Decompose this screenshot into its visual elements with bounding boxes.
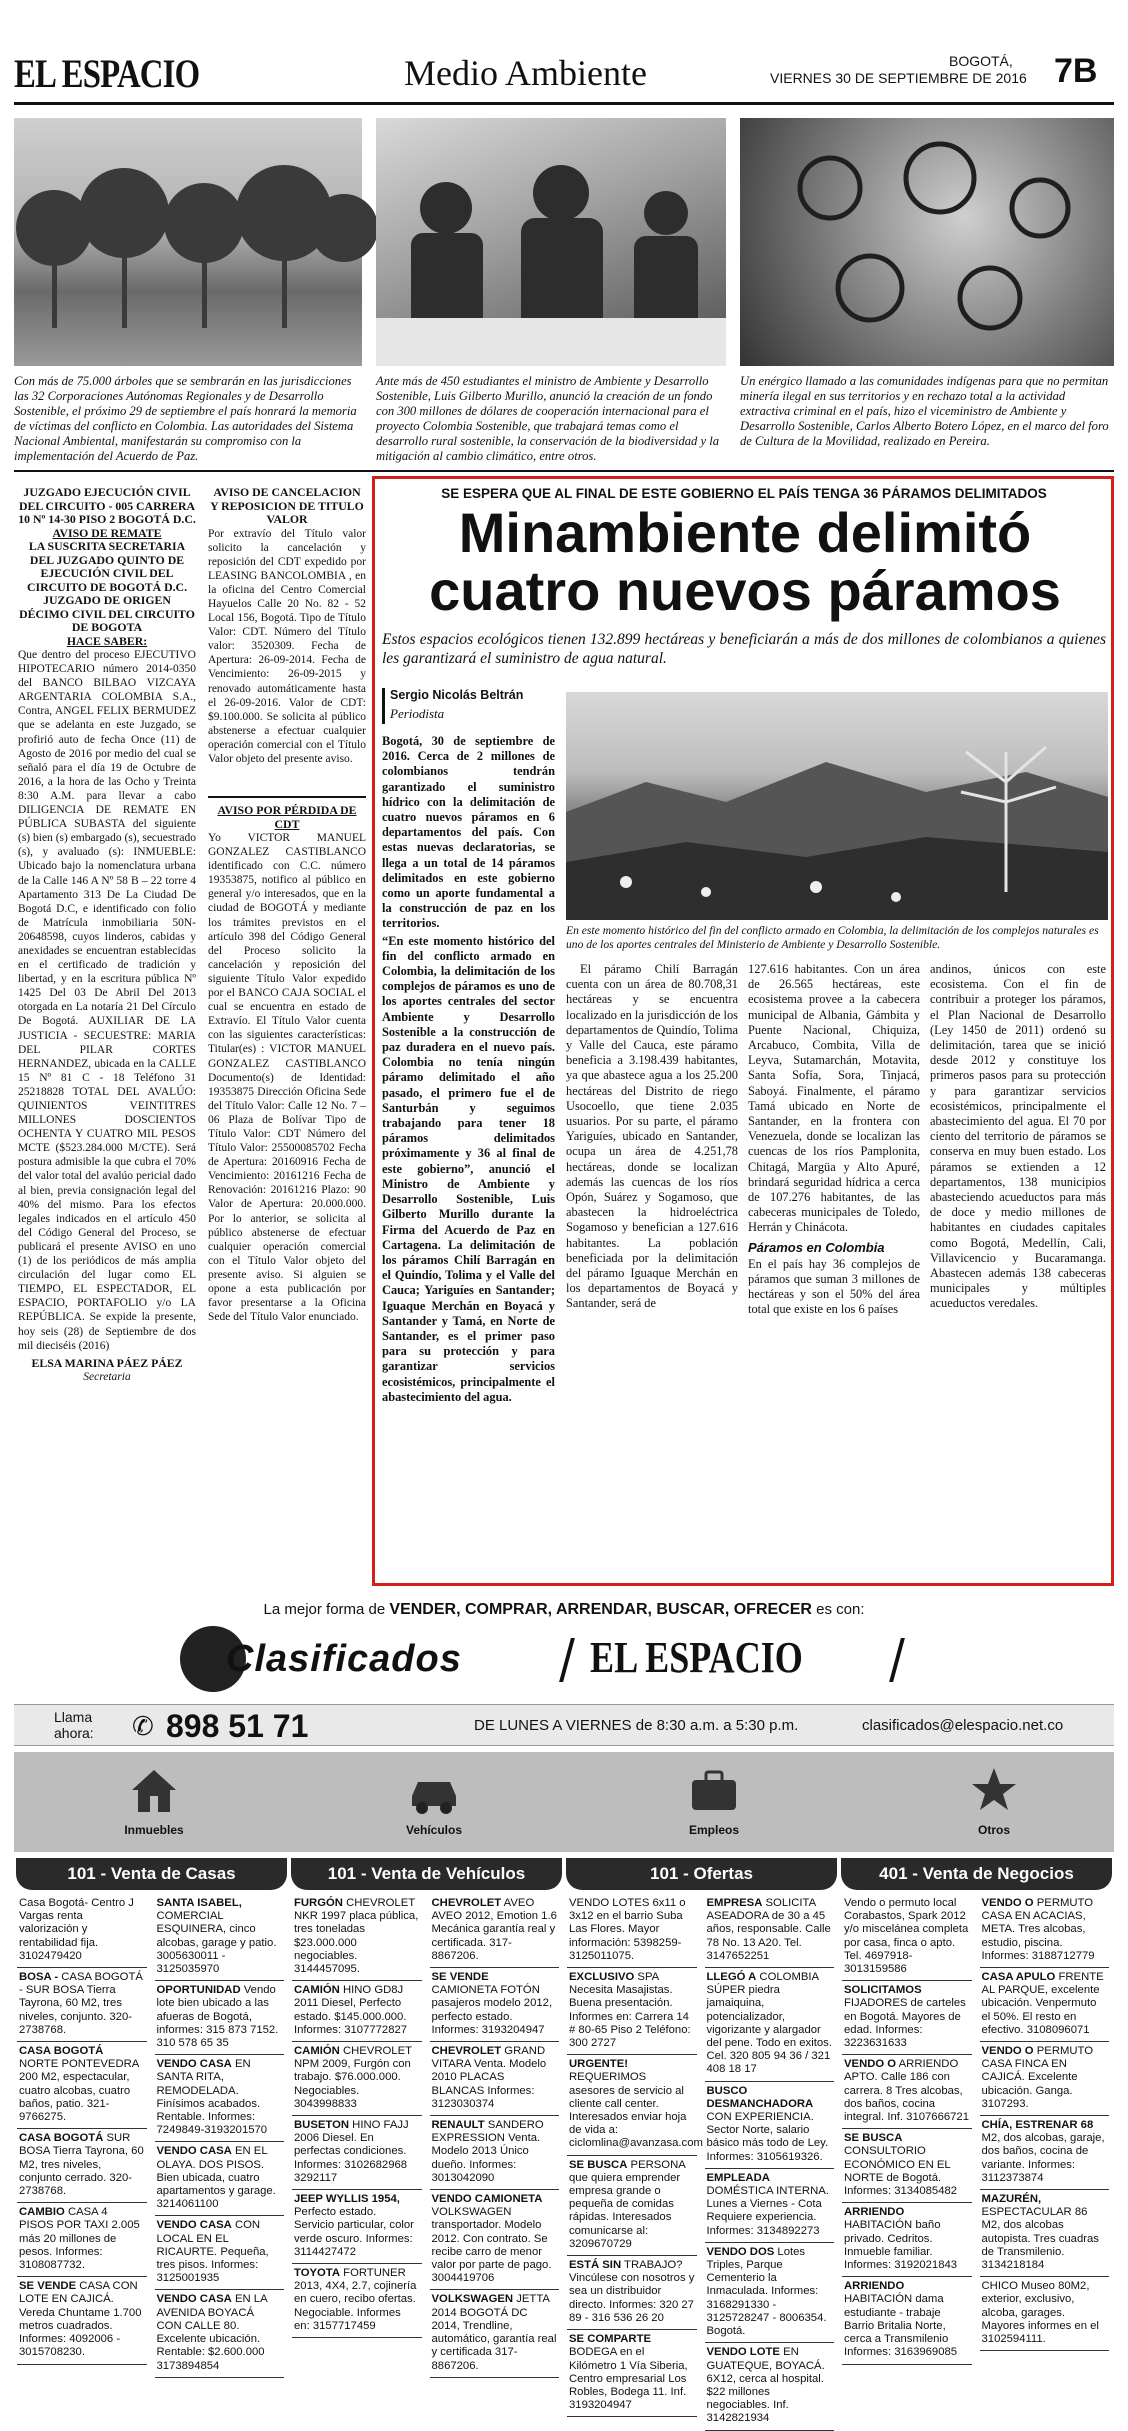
category-otros-label: Otros [977, 1823, 1010, 1837]
tagline-prefix: La mejor forma de [263, 1601, 386, 1618]
article-author-role: Periodista [390, 706, 445, 721]
call-label: Llama ahora: [54, 1709, 94, 1741]
classified-ad: RENAULT SANDERO EXPRESSION Venta. Modelo 2013 Único dueño. Informes: 3013042090 [430, 2116, 560, 2190]
classified-ad: CHEVROLET AVEO AVEO 2012, Emotion 1.6 Mecánica garantía real y certificada. 317-8867206. [430, 1894, 560, 1968]
car-icon [406, 1762, 462, 1818]
article-lead-text: Bogotá, 30 de septiembre de 2016. Cerca de 2 millones de colombianos tendrán garantizado el suministro hídrico con la delimitación de cuatro nuevos páramos en 6 departamentos del país. Con estas nuevas declaratorias, se llega a un total de 14 páramos delimitados en este gobierno como un aporte fundamental a la construcción de paz en los territorios. [382, 734, 555, 931]
classified-column [430, 1894, 560, 2372]
classified-ad: BUSETON HINO FAJJ 2006 Diesel. En perfectas condiciones. Informes: 3102682968 3292117 [292, 2116, 422, 2190]
classified-ad: VENDO O PERMUTO CASA FINCA EN CAJICÁ. Excelente ubicación. Ganga. 3107293. [980, 2042, 1110, 2116]
classified-ad: Vendo o permuto local Corabastos, Spark 2012 y/o miscelánea completa por casa, finca o apto. Tel. 4697918- 3013159586 [842, 1894, 972, 1981]
remate-sub3: HACE SABER: [66, 633, 148, 648]
category-band [14, 1752, 1114, 1852]
divider-top [14, 470, 1114, 472]
classified-ad: CAMBIO CASA 4 PISOS POR TAXI 2.005 más 20 millones de pesos. Informes: 3108087732. [17, 2203, 147, 2277]
article-col4-text: andinos, únicos con este ecosistema. Con el fin de contribuir a proteger los páramos, el Plan Nacional de Desarrollo (Ley 1450 de 2011) ordenó su delimitación, tarea que se inició desde 2012 y constituye los primeros pasos para su protección y para garantizar servicios ecosistémicos, principalmente el abastecimiento del agua. El 70 por ciento del territorio de páramos se conserva en muy buen estado. Los páramos se extienden a 12 departamentos, 138 municipios abasteciendo acueductos para más de doce y medio millones de habitantes en ciudades capitales como Bogotá, Medellín, Cali, Villavicencio y Bucaramanga. Abastecen además 138 cabeceras municipales y múltiples acueductos veredales. [930, 962, 1106, 1311]
classified-ad: FURGÓN CHEVROLET NKR 1997 placa pública, tres toneladas $23.000.000 negociables. 3144457095. [292, 1894, 422, 1981]
classified-ad: VENDO O PERMUTO CASA EN ACACIAS, META. Tres alcobas, estudio, piscina. Informes: 3188712779 [980, 1894, 1110, 1968]
tagline-verbs: VENDER, COMPRAR, ARRENDAR, BUSCAR, OFRECER [389, 1601, 812, 1618]
classified-ad: SE VENDE CASA CON LOTE EN CAJICÁ. Vereda Chuntame 1.700 metros cuadrados. Informes: 4092006 - 3015708230. [17, 2277, 147, 2364]
crafts-illustration [740, 118, 1114, 366]
classified-ad: CASA APULO FRENTE AL PARQUE, excelente ubicación. Venpermuto el 50%. El resto en efectivo. 3108096071 [980, 1968, 1110, 2042]
remate-sub1: AVISO DE REMATE [52, 525, 162, 540]
perdida-heading: AVISO POR PÉRDIDA DE CDT [217, 803, 357, 831]
house-icon [126, 1762, 182, 1818]
category-inmuebles [109, 1762, 199, 1837]
caption-minister: Ante más de 450 estudiantes el ministro de Ambiente y Desarrollo Sostenible, Luis Gilberto Murillo, anunció la creación de un fondo con 300 millones de dólares de cooperación internacional para el proyecto Colombia Sostenible, que trabajará temas como el desarrollo rural sostenible, la conservación de la biodiversidad y la mitigación al cambio climático, entre otros. [376, 374, 720, 463]
classified-ad: TOYOTA FORTUNER 2013, 4X4, 2.7, cojinería en cuero, recibo ofertas. Negociable. Informes en: 3157717459 [292, 2264, 422, 2338]
article-col1-rest: “En este momento histórico del fin del conflicto armado en Colombia, la delimitación de los complejos de páramos es uno de los aportes centrales del sector Ambiente y Desarrollo Sostenible a la construcción de paz duradera en el nuevo país. Colombia no tenía ningún páramo delimitado el año pasado, el primero fue el de Santurbán y seguimos trabajando para tener 18 páramos delimitados próximamente y 36 al final de este gobierno”, anunció el Ministro de Ambiente y Desarrollo Sostenible, Luis Gilberto Murillo durante la Firma del Acuerdo de Paz en Cartagena. La delimitación de los páramos Chilí Barragán en el Quindío, Tolima y el Valle del Cauca; Yariguíes en Santander; Iguaque Merchán en Boyacá y Santander y Tamá, en Norte de Santander, es el primer paso para su protección y para garantizar servicios ecosistémicos, principalmente el abastecimiento del agua. [382, 933, 555, 1404]
classifieds-title: Clasificados [226, 1638, 462, 1680]
legal-notice-remate [18, 486, 196, 1586]
section-title: Medio Ambiente [404, 53, 647, 93]
remate-heading: JUZGADO EJECUCIÓN CIVIL DEL CIRCUITO - 005 CARRERA 10 Nº 14-30 PISO 2 BOGOTÁ D.C. [18, 485, 196, 526]
classified-ad: CASA BOGOTÁ SUR BOSA Tierra Tayrona, 60 M2, tres niveles, conjunto cerrado. 320-2738768. [17, 2129, 147, 2203]
classified-ad: VENDO O ARRIENDO APTO. Calle 186 con carrera. 8 Tres alcobas, dos baños, cocina integral. Inf. 3107666721 [842, 2055, 972, 2129]
classified-ad: VENDO CASA EN LA AVENIDA BOYACÁ CON CALLE 80. Excelente ubicación. Rentable: $2.600.000 3173894854 [155, 2290, 285, 2377]
classified-ad: ESTÁ SIN TRABAJO? Vincúlese con nosotros y sea un distribuidor directo. Informes: 320 27 89 - 316 536 26 20 [567, 2256, 697, 2330]
classifieds-slash-1 [559, 1638, 575, 1682]
page-number: 7B [1054, 52, 1098, 90]
classifieds-banner [180, 1626, 950, 1696]
article-col2-text: El páramo Chilí Barragán cuenta con un área de 80.708,31 hectáreas y se encuentra localizado en la jurisdicción de los departamentos de Quindío, Tolima y Valle del Cauca, este páramo beneficia a 3.198.439 habitantes, ya que abastece agua a los 25.200 hectáreas del Distrito de riego Usocoello, que tiene 2.035 usuarios. Por su parte, el páramo Yariguíes, ubicado en Santander, ocupa un área de 4.251,78 hectáreas, donde se localizan además las cuencas de los ríos Opón, Suárez y Sogamoso, que abastecen la hidroeléctrica Sogamoso y benefician a 127.616 habitantes. La población beneficiada por la delimitación del páramo Iguaque Merchán en los departamentos de Boyacá y Santander, será de [566, 962, 738, 1311]
classified-ad: EMPLEADA DOMÉSTICA INTERNA. Lunes a Viernes - Cota Requiere experiencia. Informes: 3134892273 [705, 2169, 835, 2243]
phone-icon: ✆ [132, 1711, 154, 1741]
classified-column [155, 1894, 285, 2372]
classified-ad: Casa Bogotá- Centro J Vargas renta valorización y rentabilidad fija. 3102479420 [17, 1894, 147, 1968]
classifieds-hours: DE LUNES A VIERNES de 8:30 a.m. a 5:30 p.m. [474, 1717, 799, 1734]
classified-ad: URGENTE! REQUERIMOS asesores de servicio al cliente call center. Interesados enviar hoja de vida a: ciclomlina@avanzasa.com [567, 2055, 697, 2155]
article-col3-b: En el país hay 36 complejos de páramos que suman 3 millones de hectáreas y son el 50% del área total que existe en los 6 países [748, 1256, 920, 1317]
classified-ad: SE VENDE CAMIONETA FOTÓN pasajeros modelo 2012, perfecto estado. Informes: 3193204947 [430, 1968, 560, 2042]
classified-ad: CAMIÓN HINO GD8J 2011 Diesel, Perfecto estado. $145.000.000. Informes: 3107772827 [292, 1981, 422, 2042]
briefcase-icon [686, 1762, 742, 1818]
remate-role: Secretaria [83, 1371, 131, 1384]
classified-ad: EXCLUSIVO SPA Necesita Masajistas. Buena presentación. Informes en: Carrera 14 # 80-65 Piso 2 Teléfono: 300 2727 [567, 1968, 697, 2055]
classified-ad: BOSA - CASA BOGOTÁ - SUR BOSA Tierra Tayrona, 60 M2, tres niveles, conjunto. 320-2738768. [17, 1968, 147, 2042]
classified-ad: CHÍA, ESTRENAR 68 M2, dos alcobas, garaje, dos baños, cocina de variante. Informes: 3112373874 [980, 2116, 1110, 2190]
classified-section-header: 101 - Venta de Casas [16, 1858, 287, 1890]
classified-ad: VENDO CASA CON LOCAL EN EL RICAURTE. Pequeña, tres pisos. Informes: 3125001935 [155, 2216, 285, 2290]
divider-legal [208, 796, 366, 798]
classified-column [980, 1894, 1110, 2346]
classified-column [705, 1894, 835, 2425]
caption-trees: Con más de 75.000 árboles que se sembrarán en las jurisdicciones las 32 Corporaciones Autónomas Regionales y de Desarrollo Sostenible, el próximo 29 de septiembre el país honrará la memoria de víctimas del conflicto en Colombia. Las autoridades del Sistema Nacional Ambiental, manifestarán su compromiso con la implementación del Acuerdo de Paz. [14, 374, 357, 463]
article-deck: Estos espacios ecológicos tienen 132.899 hectáreas y beneficiarán a más de dos millones de colombianos a quienes les garantizará el suministro de agua natural. [382, 631, 1106, 667]
perdida-body: Yo VICTOR MANUEL GONZALEZ CASTIBLANCO identificado con C.C. número 19353875, notifico al público en general y/o interesados, que en la ciudad de BOGOTÁ y mediante los trámites previstos en el artículo 398 del Código General del Proceso solicito la cancelación y reposición del siguiente Título Valor expedido por el BANCO CAJA SOCIAL el cual se encuentra en estado de Extravío. El Título Valor cuenta con las siguientes características: Titular(es) : VICTOR MANUEL GONZALEZ CASTIBLANCO Documento(s) de Identidad: 19353875 Dirección Oficina Sede del Título Valor: Calle 12 No. 7 – 06 Plaza de Bolívar Tipo de Título Valor: CDT Número del Título Valor: 25500085702 Fecha de Apertura: 20160916 Fecha de Vencimiento: 20161216 Fecha de Renovación: 20161216 Plazo: 90 Valor de Apertura: 20.000.000. Por lo anterior, se solicita al público abstenerse de efectuar cualquier operación comercial con el Título Valor objeto del presente aviso. Si alguien se opone a esta publicación por favor presentarse a la Oficina Sede del Título Valor enunciado. [208, 832, 366, 1324]
classified-ad: VOLKSWAGEN JETTA 2014 BOGOTÁ DC 2014, Trendline, automático, garantía real y certificada 317-8867206. [430, 2290, 560, 2377]
classified-ad: BUSCO DESMANCHADORA CON EXPERIENCIA. Sector Norte, salario básico más todo de Ley. Informes: 3105619326. [705, 2082, 835, 2169]
classified-column [842, 1894, 972, 2359]
article-lead [382, 734, 555, 1576]
classified-ad: CAMIÓN CHEVROLET NPM 2009, Furgón con trabajo. $76.000.000. Negociables. 3043998833 [292, 2042, 422, 2116]
remate-signature: ELSA MARINA PÁEZ PÁEZ [31, 1355, 183, 1370]
classifieds-email[interactable]: clasificados@elespacio.net.co [862, 1717, 1064, 1734]
masthead [14, 50, 1114, 105]
article-kicker: SE ESPERA QUE AL FINAL DE ESTE GOBIERNO EL PAÍS TENGA 36 PÁRAMOS DELIMITADOS [441, 486, 1047, 501]
classified-ad: VENDO LOTES 6x11 o 3x12 en el barrio Suba Las Flores. Mayor información: 5398259-3125011075. [567, 1894, 697, 1968]
classified-section-header: 101 - Ofertas [566, 1858, 837, 1890]
article-photo-caption: En este momento histórico del fin del conflicto armado en Colombia, la delimitación de los complejos naturales es uno de los aportes centrales del Ministerio de Ambiente y Desarrollo Sostenible. [566, 924, 1099, 951]
classified-ad: MAZURÉN, ESPECTACULAR 86 M2, dos alcobas autopista. Tres cuadras de Transmilenio. 3134218184 [980, 2190, 1110, 2277]
paramo-illustration [566, 692, 1108, 920]
classified-ad: VENDO DOS Lotes Triples, Parque Cementerio la Inmaculada. Informes: 3168291330 - 3125728247 - 8006354. Bogotá. [705, 2243, 835, 2343]
classifieds-slash-2 [889, 1638, 905, 1682]
category-otros [949, 1762, 1039, 1837]
classified-ad: OPORTUNIDAD Vendo lote bien ubicado a las afueras de Bogotá, informes: 315 873 7152. 310 578 65 35 [155, 1981, 285, 2055]
contact-bar [14, 1704, 1114, 1746]
article-subhead: Páramos en Colombia [748, 1239, 885, 1255]
article-col3-text: 127.616 habitantes. Con un área de 26.565 hectáreas, este ecosistema provee a la cabecera municipal de Albania, Gámbita y Puente Nacional, Chiquiza, Arcabuco, Combita, Villa de Leyva, Sutamarchán, Motavita, Santa Sofía, Sora, Tinjacá, Saboyá. Finalmente, el páramo Tamá ubicado en Norte de Santander, en la frontera con Venezuela, donde se localizan las cuencas de los ríos Pamplonita, Chitagá, Margüa y Alto Apuré, brindará seguridad hídrica a cerca de 107.276 habitantes, de las cabeceras municipales de Toledo, Herrán y Chinácota. [748, 962, 920, 1235]
remate-sub2: LA SUSCRITA SECRETARIA DEL JUZGADO QUINTO DE EJECUCIÓN CIVIL DEL CIRCUITO DE BOGOTÁ D.C. JUZGADO DE ORIGEN DÉCIMO CIVIL DEL CIRCUITO DE BOGOTA [19, 539, 195, 634]
classified-column [567, 1894, 703, 2412]
caption-crafts: Un enérgico llamado a las comunidades indígenas para que no permitan minería ilegal en sus territorios y en rechazo total a la actividad extractiva criminal en el país, hizo el viceministro de Ambiente y Desarrollo Sostenible, Carlos Alberto Botero López, en el marco del foro de Cultura de la Movilidad, realizado en Pereira. [740, 374, 1109, 448]
classified-ad: VENDO CASA EN SANTA RITA, REMODELADA. Finísimos acabados. Rentable. Informes: 7249849-3193201570 [155, 2055, 285, 2142]
category-empleos [669, 1762, 759, 1837]
article-col3 [748, 962, 920, 1576]
category-empleos-label: Empleos [688, 1823, 739, 1837]
category-vehiculos [389, 1762, 479, 1837]
article-headline-2: cuatro nuevos páramos [429, 559, 1061, 622]
cancelacion-body: Por extravío del Título valor solicito la cancelación y reposición del CDT expedido por LEASING BANCOLOMBIA , en la oficina del Centro Comercial Hayuelos Calle 20 No. 82 - 52 Local 156, Bogotá. Tipo de Título Valor: CDT. Número del Título valor: 3520309. Fecha de Apertura: 26-09-2014. Fecha de Vencimiento: 26-09-2015 y renovado automáticamente hasta el 26-09-2016. Valor de CDT: $9.100.000. Se solicita al público abstenerse a efectuar cualquier operación comercial con el Título Valor objeto del presente aviso. [208, 527, 366, 765]
classified-ad: ARRIENDO HABITACIÓN dama estudiante - trabaje Barrio Britalia Norte, cerca a Transmilenio Informes: 3163969085 [842, 2277, 972, 2364]
classified-section-header: 401 - Venta de Negocios [841, 1858, 1112, 1890]
classified-ad: SANTA ISABEL, COMERCIAL ESQUINERA, cinco alcobas, garage y patio. 3005630011 - 3125035970 [155, 1894, 285, 1981]
legal-notice-cancelacion [208, 486, 366, 786]
classified-ad: LLEGÓ A COLOMBIA SÚPER piedra jamaiquina, potencializador, vigorizante y alargador del pene. Todo en exitos. Cel. 320 805 94 36 / 321 408 18 17 [705, 1968, 835, 2082]
classified-ad: CASA BOGOTÁ NORTE PONTEVEDRA 200 M2, espectacular, cuatro alcobas, cuatro baños, patio. 321-9766275. [17, 2042, 147, 2129]
author-bar [382, 688, 385, 724]
classified-ad: SE BUSCA CONSULTORIO ECONÓMICO EN EL NORTE de Bogotá. Informes: 3134085482 [842, 2129, 972, 2203]
photo-minister [376, 118, 726, 366]
classified-ad: EMPRESA SOLICITA ASEADORA de 30 a 45 años, responsable. Calle 78 No. 13 A20. Tel. 3147652251 [705, 1894, 835, 1968]
article-headline-1: Minambiente delimitó [458, 501, 1032, 564]
classified-section-header: 101 - Venta de Vehículos [291, 1858, 562, 1890]
classified-ad: VENDO LOTE EN GUATEQUE, BOYACÁ. 6X12, cerca al hospital. $22 millones negociables. Inf. 3142821934 [705, 2343, 835, 2430]
classified-ad: CHICO Museo 80M2, exterior, exclusivo, alcoba, garages. Mayores informes en el 3102594111. [980, 2277, 1110, 2351]
classified-column [17, 1894, 147, 2359]
photo-trees [14, 118, 362, 366]
star-icon [966, 1762, 1022, 1818]
masthead-date: VIERNES 30 DE SEPTIEMBRE DE 2016 [770, 70, 1027, 86]
article-col2 [566, 962, 738, 1576]
article-author: Sergio Nicolás Beltrán [390, 688, 524, 702]
classified-ad: CHEVROLET GRAND VITARA Venta. Modelo 2010 PLACAS BLANCAS Informes: 3123030374 [430, 2042, 560, 2116]
photo-crafts [740, 118, 1114, 366]
classifieds-tagline [14, 1601, 1114, 1619]
classified-ad: ARRIENDO HABITACIÓN baño privado. Cedritos. Inmueble familiar. Informes: 3192021843 [842, 2203, 972, 2277]
category-vehiculos-label: Vehículos [405, 1823, 463, 1837]
classified-ad: JEEP WYLLIS 1954, Perfecto estado. Servicio particular, color verde oscuro. Informes: 3114427472 [292, 2190, 422, 2264]
people-illustration [376, 118, 726, 366]
classifieds-logo: EL ESPACIO [590, 1633, 803, 1682]
classified-ad: SOLICITAMOS FIJADORES de carteles en Bogotá. Mayores de edad. Informes: 3223631633 [842, 1981, 972, 2055]
classified-ad: VENDO CAMIONETA VOLKSWAGEN transportador. Modelo 2012. Con contrato. Se recibe carro de menor valor por parte de pago. 3004419706 [430, 2190, 560, 2290]
legal-notice-perdida [208, 804, 366, 1584]
remate-body: Que dentro del proceso EJECUTIVO HIPOTECARIO número 2014-0350 del BANCO BILBAO VIZCAYA ARGENTARIA COLOMBIA S.A., Contra, ANGEL FELIX BERMUDEZ que se adelanta en este Juzgado, se profirió auto de fecha Once (11) de Agosto de 2016 por medio del cual se señaló para el día 19 de Octubre de 2016, a la hora de las Ocho y Treinta 8:30 A.M. para llevar a cabo DILIGENCIA DE REMATE EN PÚBLICA SUBASTA del siguiente (s) bien (s) embargado (s), secuestrado (s), y avaluado (s): INMUEBLE: Ubicado bajo la nomenclatura urbana de la Calle 146 A Nº 58 B – 22 torre 4 Apartamento 313 De La Ciudad De Bogotá D.C, e identificado con folio de Matrícula inmobiliaria 50N-20648598, cuyos linderos, cabidas y anexidades se encuentran establecidas en el certificado de tradición y libertad, y en la escritura pública Nº 1425 Del 03 De Abril Del 2013 otorgada en La notaría 21 Del Círculo De Bogotá. AUXILIAR DE LA JUSTICIA - SECUESTRE: MARIA DEL PILAR CORTES HERNANDEZ, ubicada en la CALLE 15 Nº 81 C - 18 Teléfono 31 25218828 TOTAL DEL AVALÚO: QUINIENTOS VEINTITRES MILLONES DOSCIENTOS OCHENTA Y CUATRO MIL PESOS MCTE ($523.284.000 M/CTE). Será postura admisible la que cubra el 70% del valor total del avalúo pericial dado al bien, previa consignación legal del 40% del mismo. Para los efectos legales indicados en el artículo 450 del Código General del Proceso, se publicará el presente AVISO en uno (1) de los periódicos de más amplia circulación del lugar como EL TIEMPO, EL ESPECTADOR, EL ESPACIO, PORTAFOLIO y/o LA REPÚBLICA. Se expide la presente, hoy seis (28) de Septiembre de dos mil dieciséis (2016) [18, 649, 196, 1352]
trees-illustration [14, 118, 362, 366]
newspaper-logo: EL ESPACIO [14, 51, 200, 96]
article-photo-paramo [566, 692, 1108, 920]
classified-ad: SE BUSCA PERSONA que quiera emprender empresa grande o pequeña de comidas rápidas. Interesados comunicarse al: 3209670729 [567, 2156, 697, 2256]
article-col4 [930, 962, 1106, 1576]
tagline-suffix: es con: [816, 1601, 865, 1618]
masthead-city: BOGOTÁ, [949, 53, 1013, 69]
cancelacion-heading: AVISO DE CANCELACION Y REPOSICION DE TITULO VALOR [210, 485, 364, 526]
classified-ad: SE COMPARTE BODEGA en el Kilómetro 1 Vía Siberia, Centro empresarial Los Robles, Bodega 11. Inf. 3193204947 [567, 2330, 697, 2417]
classifieds-phone[interactable]: 898 51 71 [166, 1708, 309, 1744]
classified-ad: VENDO CASA EN EL OLAYA. DOS PISOS. Bien ubicada, cuatro apartamentos y garage. 3214061100 [155, 2142, 285, 2216]
category-inmuebles-label: Inmuebles [124, 1823, 184, 1837]
classified-column [292, 1894, 422, 2332]
